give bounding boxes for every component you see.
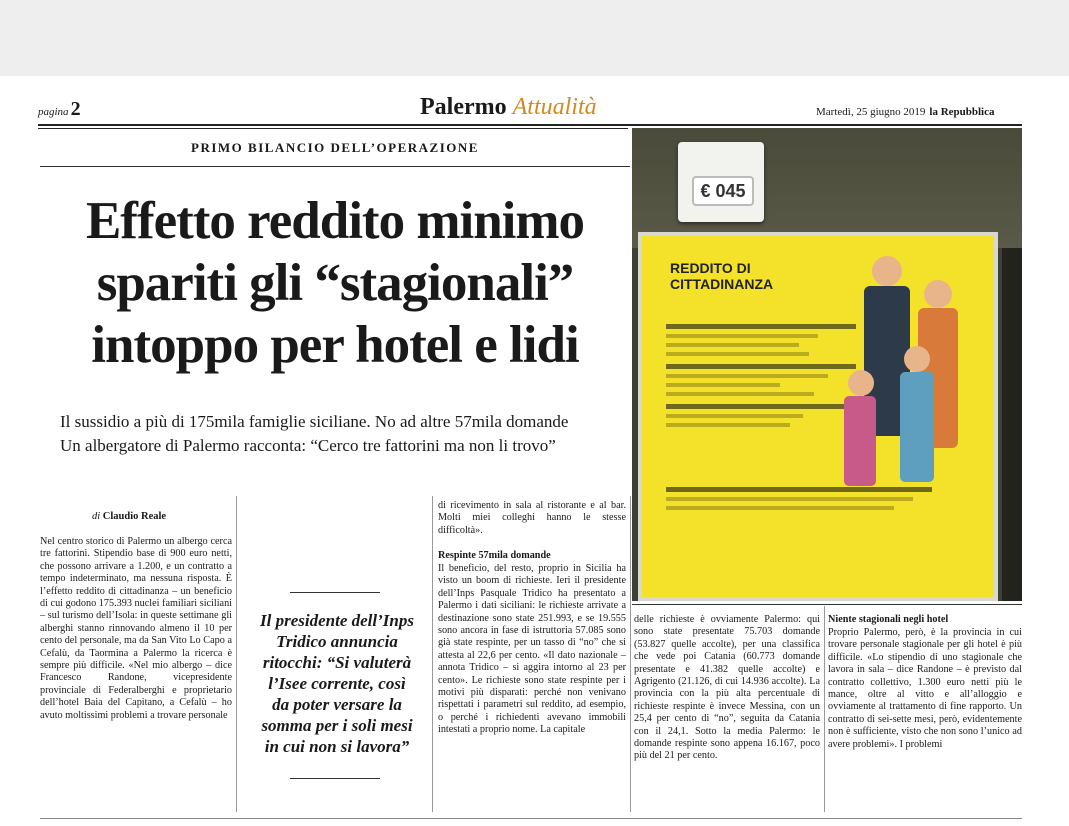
date-text: Martedì, 25 giugno 2019 [816, 106, 926, 118]
newspaper-logo: la Repubblica [929, 106, 995, 118]
queue-ticket-display [678, 142, 764, 222]
article-subhead: Il sussidio a più di 175mila famiglie siciliane. No ad altre 57mila domande Un albergatore di Palermo racconta: “Cerco tre fattorini ma non li trovo” [60, 412, 569, 455]
article-photo [632, 128, 1022, 601]
section-name: Palermo [420, 94, 507, 120]
quote-rule-top [290, 592, 380, 593]
article-column-3-top: di ricevimento in sala al ristorante e al bar. Molti miei colleghi hanno le stesse difficoltà». [438, 500, 626, 536]
poster-text-lines [666, 316, 856, 515]
column-divider-2 [432, 496, 433, 812]
kicker-rule [40, 166, 630, 167]
page-number-value: 2 [70, 98, 81, 120]
article-column-1: Nel centro storico di Palermo un albergo cerca tre fattorini. Stipendio base di 900 euro netti, che possono arrivare a 1.200, e un contratto a tempo indeterminato, ma nessuna risposta. È l’effetto reddito di cittadinanza – un beneficio di cui godono 175.393 nuclei familiari siciliani – sul turismo dell’Isola: in queste settimane gli alberghi stanno rinnovando almeno il 10 per cento del personale, ma da San Vito Lo Capo a Cefalù, da Taormina a Palermo la ricerca è sempre più difficile. «Nel mio albergo – dice Francesco Randone, vicepresidente provinciale di Federalberghi e proprietario dell’hotel Baia del Capitano, a Cefalù – ho avuto moltissimi problemi a trovare personale [40, 536, 232, 721]
byline-prefix: di [92, 511, 101, 522]
reddito-poster [638, 232, 998, 601]
article-column-3: Il beneficio, del resto, proprio in Sicilia ha visto un boom di richieste. Ieri il presidente dell’Inps Pasquale Tridico ha presentato a Palermo i dati siciliani: le richieste arrivate a destinazione sono state 251.993, e se 19.555 sono ancora in fase di istruttoria 57.085 sono già state respinte, per un tasso di “no” che si attesta al 22,6 per cento. «Il dato nazionale – annota Tridico – si aggira intorno al 23 per cento». Le richieste sono state respinte per i motivi più disparati: perché non venivano rispettati i parametri sul reddito, ad esempio, o perché i richiedenti avevano immobili intestati a proprio nome. La capitale [438, 563, 626, 736]
column-3-subtitle: Respinte 57mila domande [438, 550, 551, 561]
article-column-4: delle richieste è ovviamente Palermo: qui sono state presentate 75.703 domande (53.827 quelle accolte), per una classifica che vede poi Catania (60.773 domande presentate e 41.382 quelle accolte) e Agrigento (21.126, di cui 14.936 accolte). La provincia con la più alta percentuale di richieste respinte è invece Messina, con un 25,4 per cento di “no”, seguita da Catania con il 24,1. Sotto la media Palermo: le domande respinte sono appena 16.167, poco più del 21 per cento. [634, 614, 820, 762]
column-divider-1 [236, 496, 237, 812]
figure-head-boy [904, 346, 930, 372]
byline-author: Claudio Reale [102, 511, 167, 522]
figure-head-girl [848, 370, 874, 396]
page-number [38, 98, 81, 121]
article-kicker: PRIMO BILANCIO DELL’OPERAZIONE [191, 140, 479, 155]
article-headline: Effetto reddito minimo spariti gli “stagionali” intoppo per hotel e lidi [85, 192, 585, 374]
photo-bottom-rule [632, 604, 1022, 605]
page-bottom-rule [40, 818, 1022, 819]
article-column-5: Proprio Palermo, però, è la provincia in cui trovare personale stagionale per gli hotel è più difficile. «Lo stipendio di uno stagionale che lavora in sala – dice Randone – è previsto dal contratto collettivo, 1.300 euro netti più le mance, oltre al vitto e all’alloggio e ovviamente al trattamento di fine rapporto. Un contratto di sei-sette mesi, però, evidentemente non è sufficiente, visto che non sono l’unico ad avere problemi». I problemi [828, 627, 1022, 750]
photo-dark-edge [1002, 248, 1022, 601]
section-title [420, 94, 597, 121]
page-label: pagina [38, 106, 69, 118]
column-5-subtitle: Niente stagionali negli hotel [828, 614, 949, 625]
poster-title: REDDITO DI CITTADINANZA [670, 260, 774, 292]
quote-rule-bottom [290, 778, 380, 779]
pull-quote: Il presidente dell’Inps Tridico annuncia ritocchi: “Si valuterà l’Isee corrente, così da poter versare la somma per i soli mesi in cui non si lavora” [260, 611, 414, 756]
figure-body-boy [900, 372, 934, 482]
illustrated-family-icon [872, 256, 902, 286]
figure-body-girl [844, 396, 876, 486]
subsection-name: Attualità [512, 94, 597, 120]
header-rule-thin [38, 128, 628, 129]
header-rule [38, 124, 1022, 126]
column-divider-3 [630, 496, 631, 812]
viewer-top-band [0, 0, 1069, 76]
article-byline [92, 511, 166, 522]
column-divider-4 [824, 606, 825, 812]
figure-head-mother [924, 280, 952, 308]
page-date [816, 106, 995, 118]
ticket-number: € 045 [692, 176, 754, 206]
